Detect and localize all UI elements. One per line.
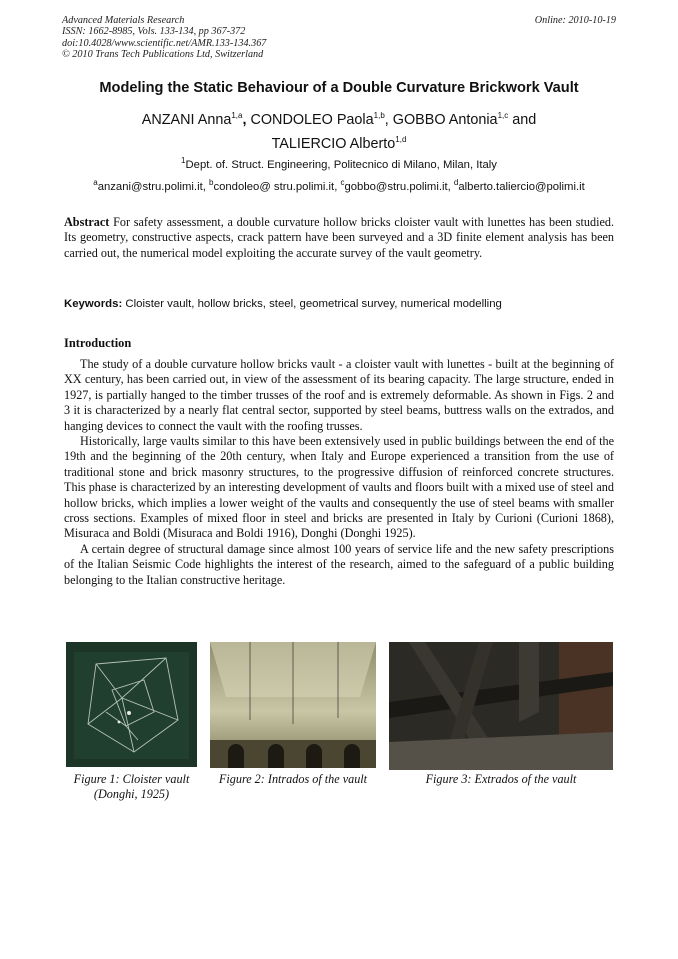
paragraph: The study of a double curvature hollow bricks vault - a cloister vault with lunettes - built at the beginning of XX century, has been carried out, in view of the assessment of its bearing capacity. The large structure, ended in 1927, is partially hanged to the timber trusses of the roof and is extremely deformable. As shown in Figs. 2 and 3 it is characterized by a nearly flat central sector, supported by steel beams, buttress walls on the extrados, and hanging devices to connect the vault with the roofing trusses. (64, 357, 614, 433)
author-list: ANZANI Anna$^{1,a}$, CONDOLEO Paola$^{1,b}$, GOBBO Antonia$^{1,c}$ and TALIERCIO Alberto$^{1,d}$ (141, 111, 537, 152)
email-sup: d (453, 178, 459, 187)
abstract-label: Abstract (64, 215, 110, 229)
affiliation-text: Dept. of. Struct. Engineering, Politecnico di Milano, Milan, Italy (185, 158, 497, 171)
keywords-label: Keywords: (64, 298, 123, 310)
author-sup: 1,b (373, 111, 385, 120)
email-link[interactable]: condoleo@ stru.polimi.it, (213, 180, 338, 193)
email-sup: a (93, 178, 98, 187)
figure-2-image (210, 642, 376, 768)
figure-2-caption: Figure 2: Intrados of the vault (218, 772, 368, 786)
doi-line: doi:10.4028/www.scientific.net/AMR.133-134.367 (62, 37, 267, 49)
author-sup: 1,d (395, 134, 407, 144)
affiliation (40, 156, 638, 171)
figure-3-caption: Figure 3: Extrados of the vault (425, 772, 577, 786)
email-sup: c (340, 178, 345, 187)
author-sup: 1,c (497, 111, 509, 120)
email-link[interactable]: gobbo@stru.polimi.it, (344, 180, 451, 193)
paragraph: Historically, large vaults similar to this have been extensively used in public buildings between the end of the 19th and the beginning of the 20th century, when Italy and Europe experienced a transition from the use of traditional stone and brick masonry structures, to the progressive diffusion of reinforced concrete structures. This phase is characterized by an interesting development of vaults and floors built with a mixed use of steel and hollow bricks, which implies a lower weight of the vaults and consequently the use of steel beams with smaller cross sections. Examples of mixed floor in steel and bricks are presented in Italy by Curioni (Curioni 1868), Misuraca and Boldi (Misuraca and Boldi 1916), Donghi (Donghi 1925). (64, 434, 614, 541)
author-and: and (512, 111, 537, 128)
author-sup: 1,a (231, 111, 243, 120)
author-name: TALIERCIO Alberto (271, 135, 396, 152)
email-link[interactable]: anzani@stru.polimi.it, (97, 180, 206, 193)
online-date: Online: 2010-10-19 (534, 15, 616, 26)
page-header (62, 15, 616, 61)
affiliation-sup: 1 (181, 156, 186, 165)
issn-line: ISSN: 1662-8985, Vols. 133-134, pp 367-372 (62, 26, 246, 38)
abstract-text: For safety assessment, a double curvature hollow bricks cloister vault with lunettes has been studied. Its geometry, constructive aspects, crack pattern have been surveyed and a 3D finite element analysis has been carried out, the numerical model exploiting the accurate survey of the vault geometry. (64, 215, 615, 260)
copyright-line: © 2010 Trans Tech Publications Ltd, Switzerland (62, 49, 264, 61)
author-name: CONDOLEO Paola (250, 111, 374, 128)
email-link[interactable]: alberto.taliercio@polimi.it (458, 180, 585, 193)
introduction-heading: Introduction (64, 336, 132, 350)
keywords (64, 298, 614, 310)
keywords-text: Cloister vault, hollow bricks, steel, geometrical survey, numerical modelling (125, 298, 502, 310)
email-sup: b (209, 178, 214, 187)
paragraph: A certain degree of structural damage since almost 100 years of service life and the new safety prescriptions of the Italian Seismic Code highlights the interest of the research, aimed to the safeguard of a public building belonging to the Italian constructive heritage. (64, 541, 614, 587)
abstract (64, 215, 614, 261)
paper-title: Modeling the Static Behaviour of a Double Curvature Brickwork Vault (99, 80, 579, 96)
introduction-body (64, 357, 614, 588)
email-list (56, 178, 622, 193)
figure-1-image (66, 642, 197, 767)
author-name: ANZANI Anna (141, 111, 232, 128)
journal-name: Advanced Materials Research (62, 15, 185, 26)
figure-1-caption: Figure 1: Cloister vault (Donghi, 1925) (73, 772, 190, 801)
author-name: GOBBO Antonia (392, 111, 498, 128)
figure-3-image (389, 642, 613, 770)
